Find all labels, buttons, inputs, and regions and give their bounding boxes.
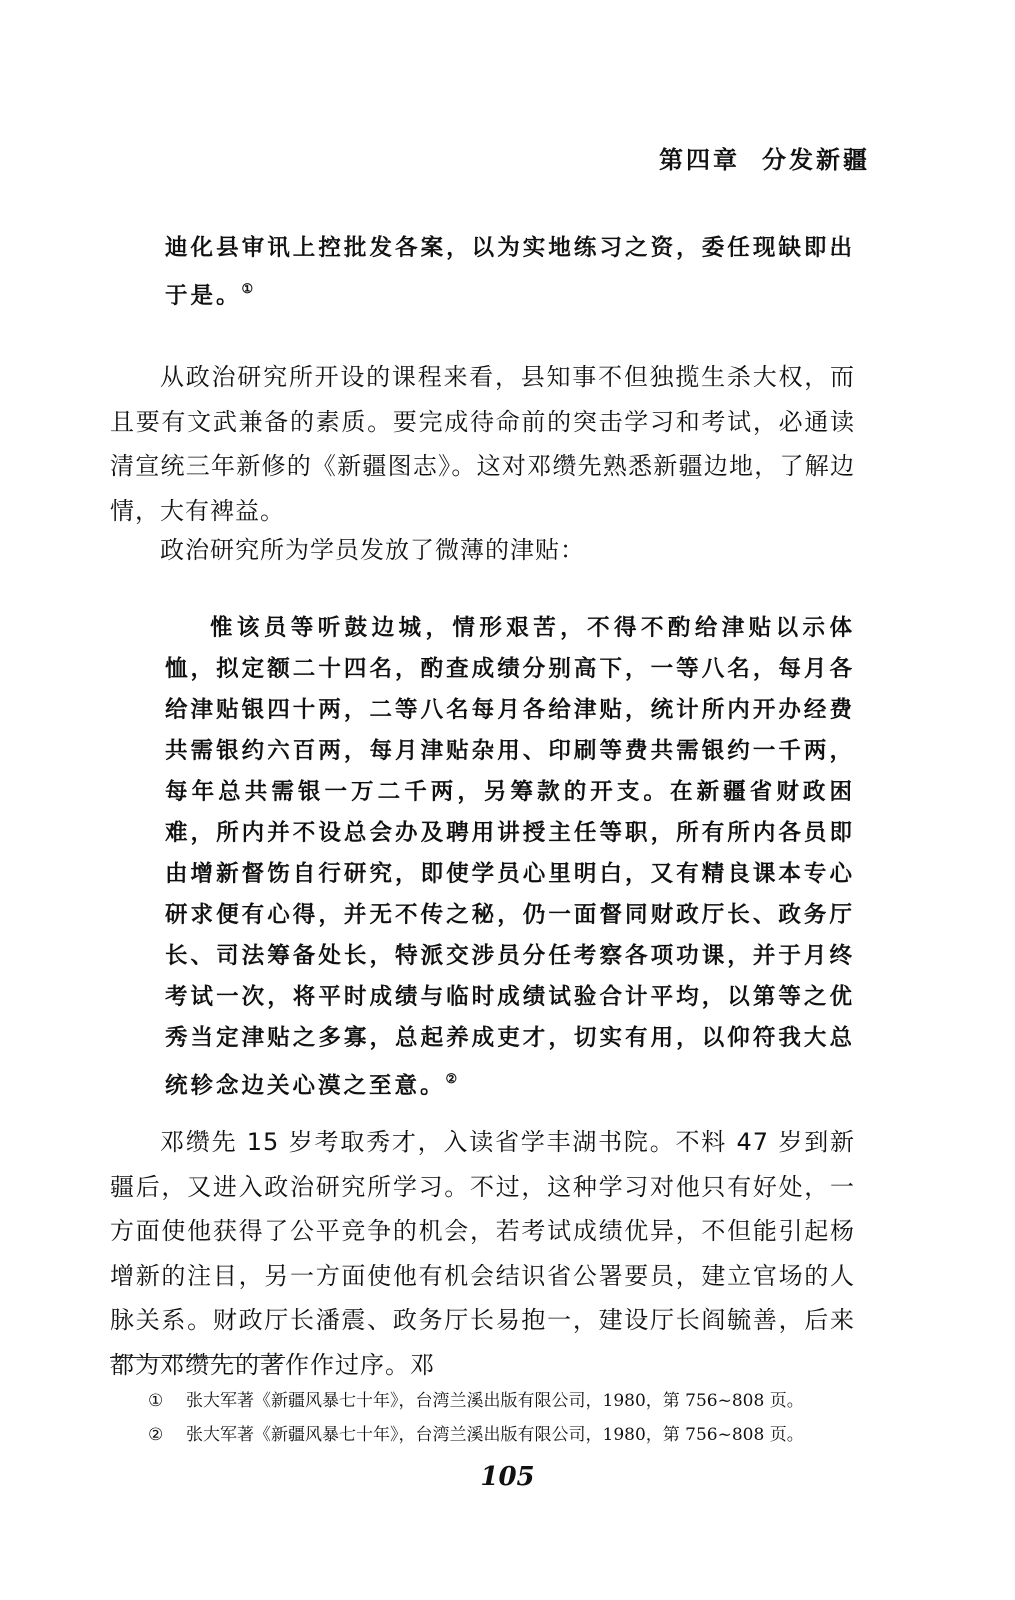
footnote-ref-2[interactable]: ② xyxy=(445,1072,458,1087)
block-quote-1 xyxy=(165,228,855,317)
footnote-2-text: 张大军著《新疆风暴七十年》，台湾兰溪出版有限公司，1980，第 756~808 页。 xyxy=(186,1425,804,1445)
footnote-divider xyxy=(110,1357,285,1358)
footnotes xyxy=(148,1384,804,1452)
paragraph-2: 政治研究所为学员发放了微薄的津贴： xyxy=(160,536,585,564)
footnote-2 xyxy=(148,1418,804,1452)
paragraph-3: 邓缵先 15 岁考取秀才，入读省学丰湖书院。不料 47 岁到新疆后，又进入政治研究所学习。不过，这种学习对他只有好处，一方面使他获得了公平竞争的机会，若考试成绩优异，不但能引起杨增新的注目，另一方面使他有机会结识省公署要员，建立官场的人脉关系。财政厅长潘震、政务厅长易抱一，建设厅长阎毓善，后来都为邓缵先的著作作过序。邓 xyxy=(110,1128,855,1379)
page-number: 105 xyxy=(480,1462,535,1492)
paragraph-1: 从政治研究所开设的课程来看，县知事不但独揽生杀大权，而且要有文武兼备的素质。要完成待命前的突击学习和考试，必通读清宣统三年新修的《新疆图志》。这对邓缵先熟悉新疆边地，了解边情，大有裨益。 xyxy=(110,363,855,525)
footnote-ref-1[interactable]: ① xyxy=(241,282,254,297)
quote-2-text: 惟该员等听鼓边城，情形艰苦，不得不酌给津贴以示体恤，拟定额二十四名，酌查成绩分别高下，一等八名，每月各给津贴银四十两，二等八名每月各给津贴，统计所内开办经费共需银约六百两，每月津贴杂用、印刷等费共需银约一千两，每年总共需银一万二千两，另筹款的开支。在新疆省财政困难，所内并不设总会办及聘用讲授主任等职，所有所内各员即由增新督饬自行研究，即使学员心里明白，又有精良课本专心研求便有心得，并无不传之秘，仍一面督同财政厅长、政务厅长、司法筹备处长，特派交涉员分任考察各项功课，并于月终考试一次，将平时成绩与临时成绩试验合计平均，以第等之优秀当定津贴之多寡，总起养成吏才，切实有用，以仰符我大总统轸念边关心漠之至意。 xyxy=(165,615,855,1099)
footnote-2-number: ② xyxy=(148,1425,164,1445)
footnote-1-number: ① xyxy=(148,1391,164,1411)
quote-1-text: 迪化县审讯上控批发各案，以为实地练习之资，委任现缺即出于是。 xyxy=(165,235,855,309)
block-quote-2 xyxy=(165,608,855,1107)
footnote-1 xyxy=(148,1384,804,1418)
chapter-label: 第四章 xyxy=(659,145,740,174)
footnote-1-text: 张大军著《新疆风暴七十年》，台湾兰溪出版有限公司，1980，第 756~808 页。 xyxy=(186,1391,804,1411)
chapter-title: 分发新疆 xyxy=(762,145,870,174)
running-header xyxy=(659,140,870,175)
